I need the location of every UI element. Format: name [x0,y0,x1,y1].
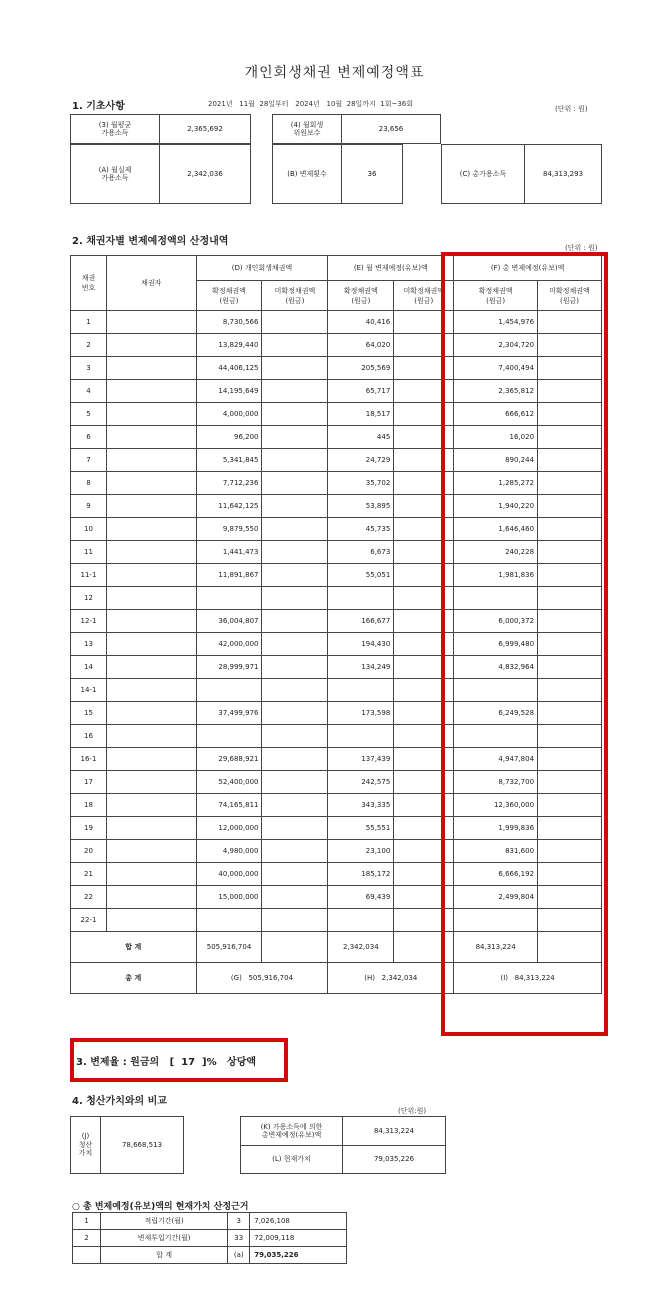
row-creditor [106,656,196,679]
basis-heading: ○ 총 변제예정(유보)액의 현재가치 산정근거 [72,1202,249,1212]
row-no: 10 [71,518,107,541]
row-d-confirmed: 14,195,649 [196,380,262,403]
row-creditor [106,886,196,909]
row-f-confirmed: 8,732,700 [454,771,538,794]
row-d-unconfirmed [262,426,328,449]
row-d-confirmed [196,909,262,932]
section1-unit: (단위 : 원) [555,105,588,113]
row-d-unconfirmed [262,656,328,679]
row-no: 14 [71,656,107,679]
section2-unit: (단위 : 원) [565,244,598,252]
row-d-confirmed: 7,712,236 [196,472,262,495]
basis-total-value: 79,035,226 [250,1247,347,1264]
row-f-confirmed: 4,832,964 [454,656,538,679]
header-d: (D) 개인회생채권액 [196,256,328,281]
header-no: 채권 번호 [71,256,107,311]
row-creditor [106,426,196,449]
total-d: (G) 505,916,704 [196,963,328,994]
row-creditor [106,817,196,840]
row-e-confirmed: 69,439 [328,886,394,909]
basis-row [73,1213,347,1230]
row-d-confirmed: 1,441,473 [196,541,262,564]
row-d-confirmed: 11,891,867 [196,564,262,587]
row-d-unconfirmed [262,472,328,495]
row-creditor [106,357,196,380]
header-e-unconfirmed: 미확정채권액 (원금) [394,281,454,311]
row-d-unconfirmed [262,495,328,518]
basis-label: 변제투입기간(월) [100,1230,227,1247]
row-no: 4 [71,380,107,403]
row-d-unconfirmed [262,587,328,610]
subtotal-e: 2,342,034 [328,932,394,963]
k-value: 84,313,224 [342,1116,446,1146]
header-f-unconfirmed: 미확정채권액 (원금) [538,281,602,311]
subtotal-label: 합 계 [71,932,197,963]
row-no: 9 [71,495,107,518]
l-label: (L) 현재가치 [240,1145,343,1174]
row-f-confirmed: 6,000,372 [454,610,538,633]
row-e-confirmed: 242,575 [328,771,394,794]
header-f: (F) 총 변제예정(유보)액 [454,256,602,281]
row-d-unconfirmed [262,518,328,541]
row-d-unconfirmed [262,794,328,817]
row-no: 17 [71,771,107,794]
basis-no: 2 [73,1230,101,1247]
row-d-confirmed: 13,829,440 [196,334,262,357]
row-creditor [106,702,196,725]
row-d-confirmed: 4,980,000 [196,840,262,863]
section2-heading: 2. 채권자별 변제예정액의 산정내역 [72,236,229,247]
row-no: 12-1 [71,610,107,633]
row-e-confirmed: 55,051 [328,564,394,587]
highlight-total-column [441,252,608,1036]
row-e-confirmed: 173,598 [328,702,394,725]
row-e-confirmed [328,587,394,610]
row-d-confirmed: 44,406,125 [196,357,262,380]
row-e-confirmed: 55,551 [328,817,394,840]
period-text: 2021년 11월 28일부터 2024년 10월 28일까지 1회~36회 [208,100,414,108]
row-d-confirmed: 36,004,807 [196,610,262,633]
row-creditor [106,541,196,564]
row-e-confirmed [328,679,394,702]
row-e-confirmed: 134,249 [328,656,394,679]
row-d-confirmed [196,725,262,748]
row-e-confirmed: 65,717 [328,380,394,403]
row-f-confirmed: 12,360,000 [454,794,538,817]
row-creditor [106,794,196,817]
row-f-confirmed: 4,947,804 [454,748,538,771]
header-f-confirmed: 확정채권액 (원금) [454,281,538,311]
row-e-confirmed: 343,335 [328,794,394,817]
total-income-label: (C) 총가용소득 [441,144,525,204]
row-d-confirmed: 42,000,000 [196,633,262,656]
row-f-confirmed: 1,646,460 [454,518,538,541]
row-no: 1 [71,311,107,334]
basis-value: 7,026,108 [250,1213,347,1230]
row-e-confirmed: 185,172 [328,863,394,886]
row-e-confirmed: 445 [328,426,394,449]
basis-label: 적립기간(월) [100,1213,227,1230]
row-creditor [106,564,196,587]
row-f-confirmed: 831,600 [454,840,538,863]
row-creditor [106,403,196,426]
row-d-confirmed: 12,000,000 [196,817,262,840]
basis-row [73,1230,347,1247]
row-e-confirmed: 35,702 [328,472,394,495]
row-d-confirmed: 40,000,000 [196,863,262,886]
row-d-confirmed [196,679,262,702]
row-no: 14-1 [71,679,107,702]
row-d-confirmed: 11,642,125 [196,495,262,518]
row-d-confirmed: 52,400,000 [196,771,262,794]
row-creditor [106,380,196,403]
actual-income-value: 2,342,036 [159,144,251,204]
total-e: (H) 2,342,034 [328,963,454,994]
row-d-unconfirmed [262,702,328,725]
payment-count-value: 36 [341,144,403,204]
row-e-confirmed [328,725,394,748]
row-f-confirmed: 1,454,976 [454,311,538,334]
l-value: 79,035,226 [342,1145,446,1174]
avg-income-label: (3) 월평균 가용소득 [70,114,160,144]
basis-total-mark: (a) [228,1247,250,1264]
row-e-confirmed [328,909,394,932]
row-f-confirmed: 1,285,272 [454,472,538,495]
row-f-confirmed: 16,020 [454,426,538,449]
header-d-unconfirmed: 미확정채권액 (원금) [262,281,328,311]
row-d-unconfirmed [262,840,328,863]
row-d-unconfirmed [262,909,328,932]
row-creditor [106,633,196,656]
liq-value: 78,668,513 [100,1116,184,1174]
trustee-fee-label: (4) 월회생 위원보수 [272,114,342,144]
row-f-confirmed: 240,228 [454,541,538,564]
row-e-confirmed: 205,569 [328,357,394,380]
row-creditor [106,495,196,518]
row-f-confirmed: 890,244 [454,449,538,472]
row-f-confirmed: 6,666,192 [454,863,538,886]
row-no: 15 [71,702,107,725]
row-d-confirmed: 37,499,976 [196,702,262,725]
row-f-confirmed: 1,999,836 [454,817,538,840]
basis-total-label: 합 계 [100,1247,227,1264]
section4-unit: (단위:원) [398,1107,427,1115]
row-f-confirmed: 2,499,804 [454,886,538,909]
row-creditor [106,725,196,748]
basis-no: 1 [73,1213,101,1230]
row-d-unconfirmed [262,771,328,794]
row-d-unconfirmed [262,633,328,656]
row-e-confirmed: 53,895 [328,495,394,518]
row-d-confirmed: 74,165,811 [196,794,262,817]
row-d-unconfirmed [262,403,328,426]
row-creditor [106,748,196,771]
row-creditor [106,587,196,610]
row-no: 13 [71,633,107,656]
row-f-confirmed: 6,999,480 [454,633,538,656]
total-income-value: 84,313,293 [524,144,602,204]
row-d-unconfirmed [262,357,328,380]
row-d-confirmed [196,587,262,610]
row-creditor [106,472,196,495]
row-d-unconfirmed [262,725,328,748]
row-creditor [106,518,196,541]
row-f-confirmed: 7,400,494 [454,357,538,380]
row-f-confirmed: 666,612 [454,403,538,426]
section4-heading: 4. 청산가치와의 비교 [72,1096,167,1107]
row-creditor [106,863,196,886]
total-label: 총 계 [71,963,197,994]
row-d-confirmed: 9,879,550 [196,518,262,541]
row-d-unconfirmed [262,334,328,357]
row-no: 5 [71,403,107,426]
row-no: 18 [71,794,107,817]
row-no: 16 [71,725,107,748]
liq-label: (J) 청산 가치 [70,1116,101,1174]
section1-heading: 1. 기초사항 [72,101,125,112]
row-creditor [106,840,196,863]
row-no: 3 [71,357,107,380]
row-f-confirmed: 1,940,220 [454,495,538,518]
row-d-confirmed: 8,730,566 [196,311,262,334]
row-d-unconfirmed [262,610,328,633]
row-e-confirmed: 23,100 [328,840,394,863]
row-f-confirmed: 6,249,528 [454,702,538,725]
row-no: 6 [71,426,107,449]
payment-count-label: (B) 변제횟수 [272,144,342,204]
row-d-unconfirmed [262,380,328,403]
subtotal-d: 505,916,704 [196,932,262,963]
row-e-confirmed: 137,439 [328,748,394,771]
total-f: (I) 84,313,224 [454,963,602,994]
basis-value: 72,009,118 [250,1230,347,1247]
page-title: 개인회생채권 변제예정액표 [244,65,425,81]
row-f-confirmed: 1,981,836 [454,564,538,587]
row-creditor [106,311,196,334]
header-d-confirmed: 확정채권액 (원금) [196,281,262,311]
row-creditor [106,334,196,357]
avg-income-value: 2,365,692 [159,114,251,144]
row-f-confirmed: 2,304,720 [454,334,538,357]
row-d-confirmed: 5,341,845 [196,449,262,472]
row-no: 8 [71,472,107,495]
row-no: 11-1 [71,564,107,587]
row-e-confirmed: 18,517 [328,403,394,426]
row-creditor [106,610,196,633]
row-d-unconfirmed [262,817,328,840]
row-f-confirmed: 2,365,812 [454,380,538,403]
actual-income-label: (A) 월실제 가용소득 [70,144,160,204]
basis-table [72,1212,347,1264]
row-no: 19 [71,817,107,840]
repayment-rate-text: 3. 변제율 : 원금의 [ 17 ]% 상당액 [76,1057,257,1068]
row-d-confirmed: 29,688,921 [196,748,262,771]
header-e: (E) 월 변제예정(유보)액 [328,256,454,281]
basis-count: 3 [228,1213,250,1230]
row-creditor [106,771,196,794]
row-d-unconfirmed [262,679,328,702]
row-d-unconfirmed [262,748,328,771]
row-d-confirmed: 96,200 [196,426,262,449]
row-d-unconfirmed [262,564,328,587]
subtotal-f: 84,313,224 [454,932,538,963]
basis-count: 33 [228,1230,250,1247]
row-e-confirmed: 24,729 [328,449,394,472]
row-no: 2 [71,334,107,357]
trustee-fee-value: 23,656 [341,114,441,144]
row-d-unconfirmed [262,449,328,472]
row-d-unconfirmed [262,311,328,334]
k-label: (K) 가용소득에 의한 총변제예정(유보)액 [240,1116,343,1146]
row-d-confirmed: 4,000,000 [196,403,262,426]
row-no: 21 [71,863,107,886]
row-creditor [106,679,196,702]
row-no: 12 [71,587,107,610]
row-no: 20 [71,840,107,863]
header-e-confirmed: 확정채권액 (원금) [328,281,394,311]
row-d-confirmed: 28,999,971 [196,656,262,679]
row-d-unconfirmed [262,886,328,909]
row-no: 22 [71,886,107,909]
row-creditor [106,909,196,932]
row-no: 11 [71,541,107,564]
row-no: 22-1 [71,909,107,932]
row-e-confirmed: 166,677 [328,610,394,633]
row-no: 7 [71,449,107,472]
header-creditor: 채권자 [106,256,196,311]
row-e-confirmed: 40,416 [328,311,394,334]
row-d-confirmed: 15,000,000 [196,886,262,909]
row-d-unconfirmed [262,541,328,564]
row-e-confirmed: 6,673 [328,541,394,564]
row-d-unconfirmed [262,863,328,886]
row-no: 16-1 [71,748,107,771]
row-e-confirmed: 64,020 [328,334,394,357]
row-e-confirmed: 194,430 [328,633,394,656]
row-creditor [106,449,196,472]
row-e-confirmed: 45,735 [328,518,394,541]
